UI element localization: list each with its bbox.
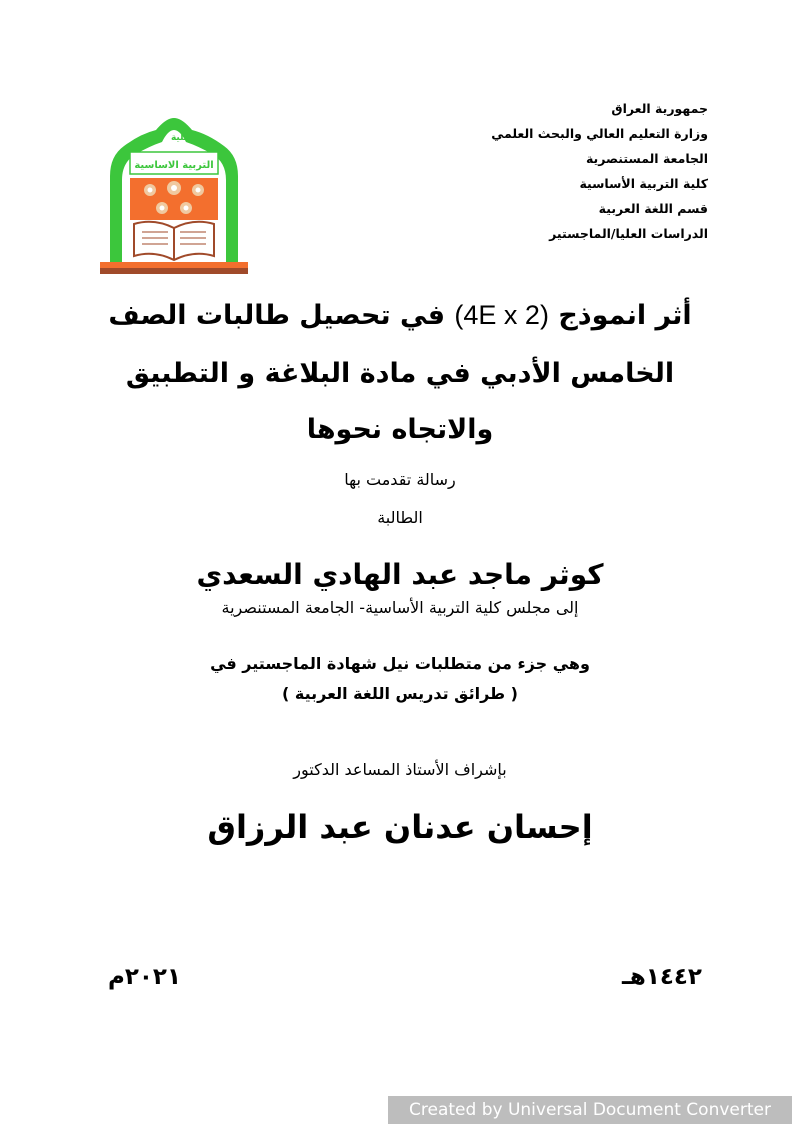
year-hijri: ١٤٤٢هـ bbox=[622, 964, 702, 990]
thesis-title-line-1 bbox=[0, 300, 800, 331]
specialty-line: ( طرائق تدريس اللغة العربية ) bbox=[282, 684, 518, 703]
student-name: كوثر ماجد عبد الهادي السعدي bbox=[196, 558, 604, 591]
student-label: الطالبة bbox=[377, 508, 423, 527]
converter-watermark: Created by Universal Document Converter bbox=[388, 1096, 792, 1124]
logo-top-text: كلية bbox=[170, 133, 190, 143]
header-line-program: الدراسات العليا/الماجستير bbox=[549, 226, 708, 241]
header-line-college: كلية التربية الأساسية bbox=[579, 176, 708, 191]
college-logo bbox=[100, 116, 248, 274]
college-logo-emblem-icon bbox=[100, 116, 248, 274]
supervision-label: بإشراف الأستاذ المساعد الدكتور bbox=[293, 760, 507, 779]
header-line-university: الجامعة المستنصرية bbox=[585, 151, 708, 166]
degree-line: وهي جزء من متطلبات نيل شهادة الماجستير في bbox=[210, 654, 590, 673]
thesis-title-line-3: والاتجاه نحوها bbox=[306, 414, 494, 445]
submitted-by-label: رسالة تقدمت بها bbox=[344, 470, 456, 489]
council-line: إلى مجلس كلية التربية الأساسية- الجامعة المستنصرية bbox=[221, 598, 579, 617]
logo-banner-text: التربية الاساسية bbox=[134, 160, 214, 171]
title-model-name: (4E x 2) bbox=[454, 300, 549, 330]
supervisor-name: إحسان عدنان عبد الرزاق bbox=[207, 808, 593, 846]
header-line-ministry: وزارة التعليم العالي والبحث العلمي bbox=[491, 126, 708, 141]
title-part-after: في تحصيل طالبات الصف bbox=[108, 300, 445, 331]
header-line-department: قسم اللغة العربية bbox=[598, 201, 708, 216]
institution-header bbox=[378, 96, 708, 246]
thesis-title-line-2: الخامس الأدبي في مادة البلاغة و التطبيق bbox=[125, 358, 675, 389]
title-part-before: أثر انموذج bbox=[558, 300, 692, 331]
year-gregorian: ٢٠٢١م bbox=[108, 964, 182, 990]
header-line-country: جمهورية العراق bbox=[611, 101, 708, 116]
